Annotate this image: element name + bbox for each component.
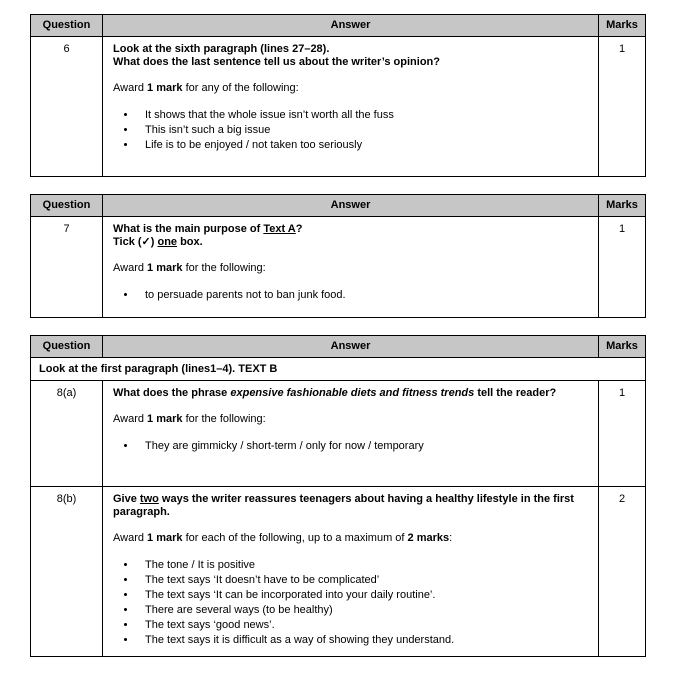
- question-line: tell the reader?: [474, 387, 557, 399]
- bullet-item: • It shows that the whole issue isn’t worth all the fuss: [137, 108, 590, 122]
- answer-cell: [103, 37, 599, 177]
- award-strong: 1 mark: [147, 82, 183, 94]
- underlined-text: two: [139, 493, 159, 505]
- bullet-item: • The text says ‘It doesn’t have to be complicated’: [137, 573, 590, 587]
- award-text: Award: [113, 413, 148, 425]
- bullet-item: • Life is to be enjoyed / not taken too seriously: [137, 138, 590, 152]
- bullet-item: • The tone / It is positive: [137, 558, 590, 572]
- answer-content: [113, 493, 590, 647]
- question-text: [113, 43, 590, 69]
- answer-cell: [103, 381, 599, 487]
- answer-cell: [103, 487, 599, 657]
- question-line: ?: [295, 223, 303, 235]
- award-line: [113, 413, 590, 426]
- table-header-row: [31, 15, 646, 37]
- award-strong: 1 mark: [147, 262, 183, 274]
- bullet-item: • The text says ‘good news’.: [137, 618, 590, 632]
- award-text: for the following:: [182, 413, 266, 425]
- bullet-item: • to persuade parents not to ban junk food.: [137, 288, 590, 302]
- question-line: Tick (✓): [113, 236, 158, 248]
- bullet-item: • The text says ‘It can be incorporated into your daily routine’.: [137, 588, 590, 602]
- award-text: for the following:: [182, 262, 266, 274]
- award-text: for any of the following:: [182, 82, 299, 94]
- answer-bullets: [113, 288, 590, 302]
- question-number: 8(b): [31, 487, 103, 657]
- question-line: What does the last sentence tell us about the writer’s opinion?: [113, 56, 440, 68]
- question-line: What is the main purpose of: [113, 223, 264, 235]
- table-row: [31, 217, 646, 318]
- section-note-row: [31, 358, 646, 381]
- award-text: Award: [113, 532, 148, 544]
- award-text: for each of the following, up to a maximum of: [182, 532, 408, 544]
- award-text: Award: [113, 82, 148, 94]
- underlined-text: one: [157, 236, 178, 248]
- header-question: Question: [31, 336, 103, 358]
- question-text: [113, 387, 590, 400]
- question-6-table: [30, 14, 646, 177]
- marks-value: 1: [599, 217, 646, 318]
- award-line: [113, 532, 590, 545]
- question-line: Give: [113, 493, 140, 505]
- answer-content: [113, 387, 590, 478]
- question-text: [113, 493, 590, 519]
- question-7-table: [30, 194, 646, 318]
- answer-content: [113, 223, 590, 309]
- award-text: Award: [113, 262, 148, 274]
- award-strong: 2 marks: [407, 532, 450, 544]
- header-marks: Marks: [599, 195, 646, 217]
- marks-value: 1: [599, 37, 646, 177]
- header-answer: Answer: [103, 15, 599, 37]
- italic-phrase: expensive fashionable diets and fitness trends: [230, 387, 475, 399]
- answer-content: [113, 43, 590, 168]
- bullet-item: • There are several ways (to be healthy): [137, 603, 590, 617]
- question-line: box.: [177, 236, 203, 248]
- award-strong: 1 mark: [147, 413, 183, 425]
- award-line: [113, 262, 590, 275]
- question-line: ways the writer reassures teenagers about having a healthy lifestyle in the first paragraph.: [113, 493, 574, 518]
- question-line: What does the phrase: [113, 387, 231, 399]
- answer-cell: [103, 217, 599, 318]
- question-line: Look at the sixth paragraph (lines 27–28).: [113, 43, 330, 55]
- question-number: 6: [31, 37, 103, 177]
- question-8-table: [30, 335, 646, 657]
- header-question: Question: [31, 195, 103, 217]
- section-note: Look at the first paragraph (lines1–4). TEXT B: [31, 358, 646, 381]
- header-answer: Answer: [103, 336, 599, 358]
- marks-value: 1: [599, 381, 646, 487]
- question-text: [113, 223, 590, 249]
- header-marks: Marks: [599, 336, 646, 358]
- question-number: 7: [31, 217, 103, 318]
- header-question: Question: [31, 15, 103, 37]
- answer-bullets: [113, 439, 590, 453]
- marks-value: 2: [599, 487, 646, 657]
- underlined-text: Text A: [263, 223, 296, 235]
- award-text: :: [449, 532, 453, 544]
- bullet-item: • They are gimmicky / short-term / only for now / temporary: [137, 439, 590, 453]
- table-row: [31, 381, 646, 487]
- award-strong: 1 mark: [147, 532, 183, 544]
- bullet-item: • This isn’t such a big issue: [137, 123, 590, 137]
- table-row: [31, 37, 646, 177]
- answer-bullets: [113, 108, 590, 152]
- table-header-row: [31, 336, 646, 358]
- bullet-item: • The text says it is difficult as a way of showing they understand.: [137, 633, 590, 647]
- table-row: [31, 487, 646, 657]
- question-number: 8(a): [31, 381, 103, 487]
- header-marks: Marks: [599, 15, 646, 37]
- answer-bullets: [113, 558, 590, 647]
- table-header-row: [31, 195, 646, 217]
- award-line: [113, 82, 590, 95]
- header-answer: Answer: [103, 195, 599, 217]
